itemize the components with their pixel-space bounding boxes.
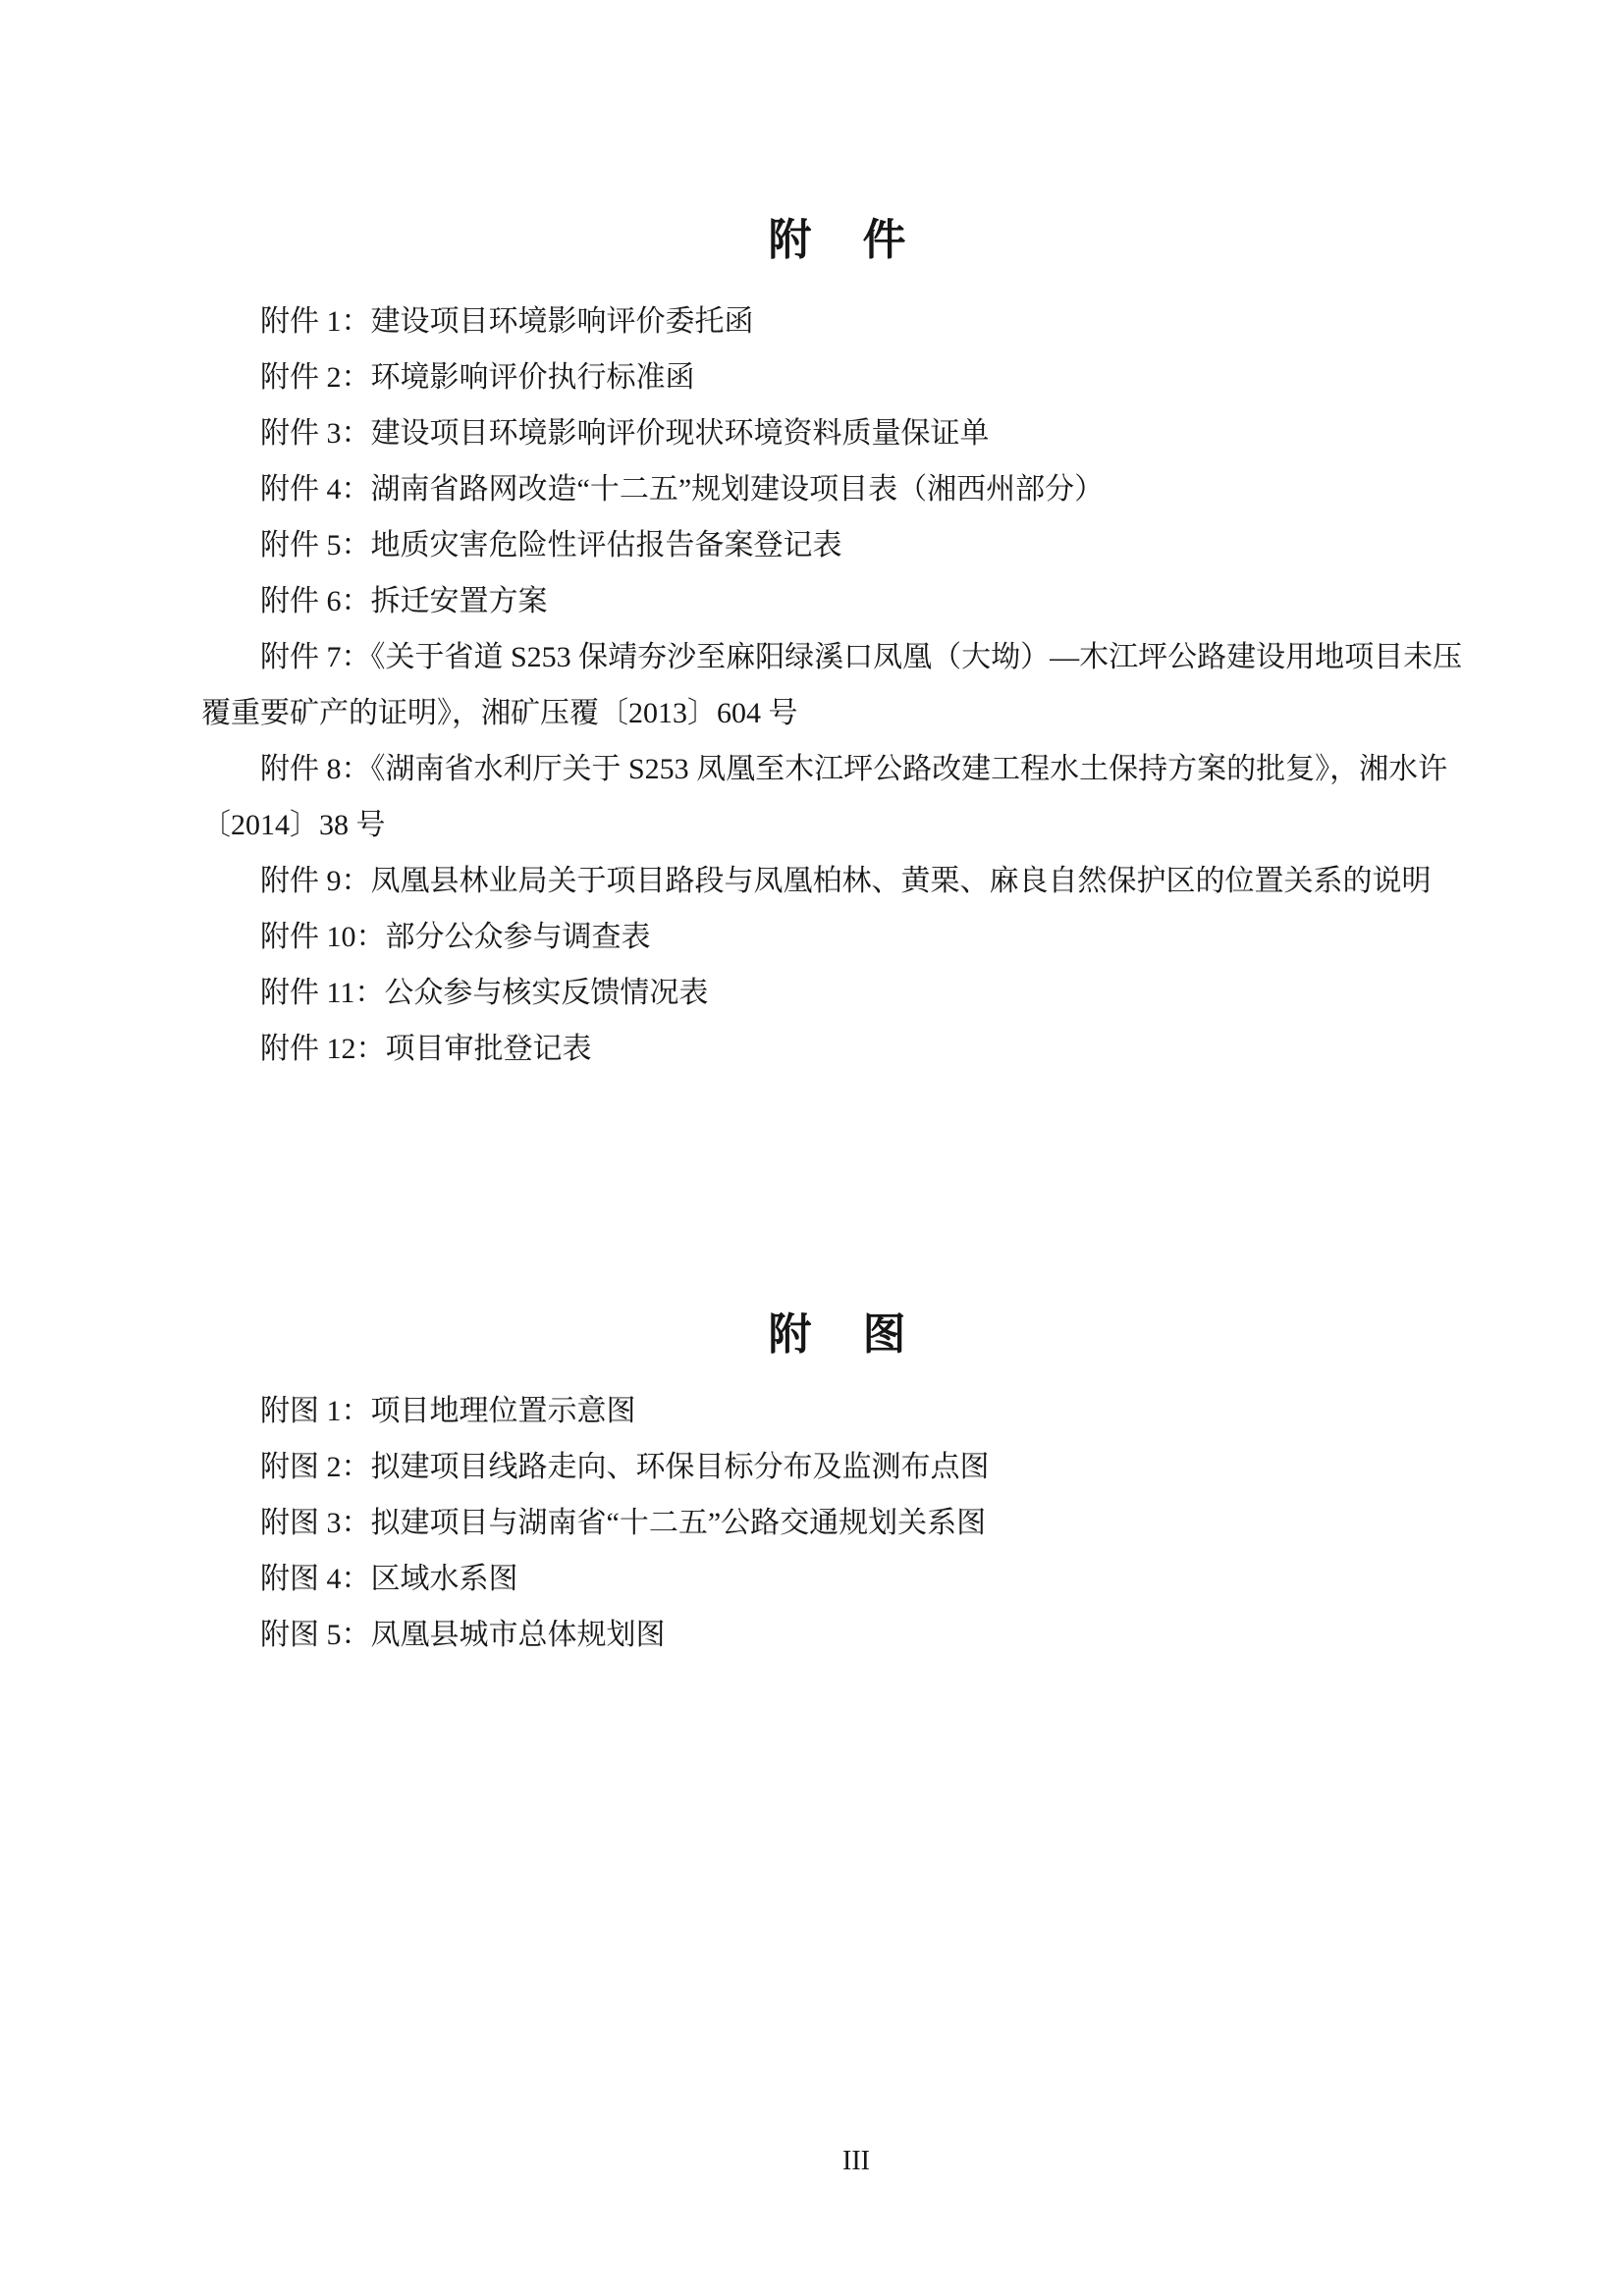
attachment-line: 附件 10：部分公众参与调查表 xyxy=(260,921,651,953)
attachment-line: 附件 2：环境影响评价执行标准函 xyxy=(260,361,695,394)
attachment-line: 附件 7：《关于省道 S253 保靖夯沙至麻阳绿溪口凤凰（大坳）—木江坪公路建设用地项目未压 xyxy=(260,641,1463,673)
figure-line: 附图 2：拟建项目线路走向、环保目标分布及监测布点图 xyxy=(260,1451,990,1483)
attachment-line-continuation: 覆重要矿产的证明》，湘矿压覆〔2013〕604 号 xyxy=(201,697,798,729)
figure-line: 附图 1：项目地理位置示意图 xyxy=(260,1395,636,1427)
figure-line: 附图 4：区域水系图 xyxy=(260,1563,518,1595)
attachment-line-continuation: 〔2014〕38 号 xyxy=(201,809,386,841)
attachments-list xyxy=(201,294,1477,1077)
attachment-line: 附件 12：项目审批登记表 xyxy=(260,1033,592,1065)
attachment-line: 附件 5：地质灾害危险性评估报告备案登记表 xyxy=(260,529,842,561)
figures-section-title: 附 图 xyxy=(768,1310,910,1359)
attachment-line: 附件 8：《湖南省水利厅关于 S253 凤凰至木江坪公路改建工程水土保持方案的批复》，湘水许 xyxy=(260,753,1448,785)
page-number: III xyxy=(842,2146,870,2176)
figure-line: 附图 5：凤凰县城市总体规划图 xyxy=(260,1619,666,1651)
attachment-line: 附件 4：湖南省路网改造“十二五”规划建设项目表（湘西州部分） xyxy=(260,473,1105,506)
attachment-line: 附件 3：建设项目环境影响评价现状环境资料质量保证单 xyxy=(260,417,990,450)
attachment-line: 附件 11：公众参与核实反馈情况表 xyxy=(260,977,709,1009)
attachments-section-title: 附 件 xyxy=(768,216,910,264)
attachment-line: 附件 1：建设项目环境影响评价委托函 xyxy=(260,305,754,338)
figure-line: 附图 3：拟建项目与湖南省“十二五”公路交通规划关系图 xyxy=(260,1507,987,1539)
figures-list xyxy=(201,1383,1477,1663)
attachment-line: 附件 9：凤凰县林业局关于项目路段与凤凰柏林、黄栗、麻良自然保护区的位置关系的说明 xyxy=(260,865,1432,897)
attachment-line: 附件 6：拆迁安置方案 xyxy=(260,585,548,617)
